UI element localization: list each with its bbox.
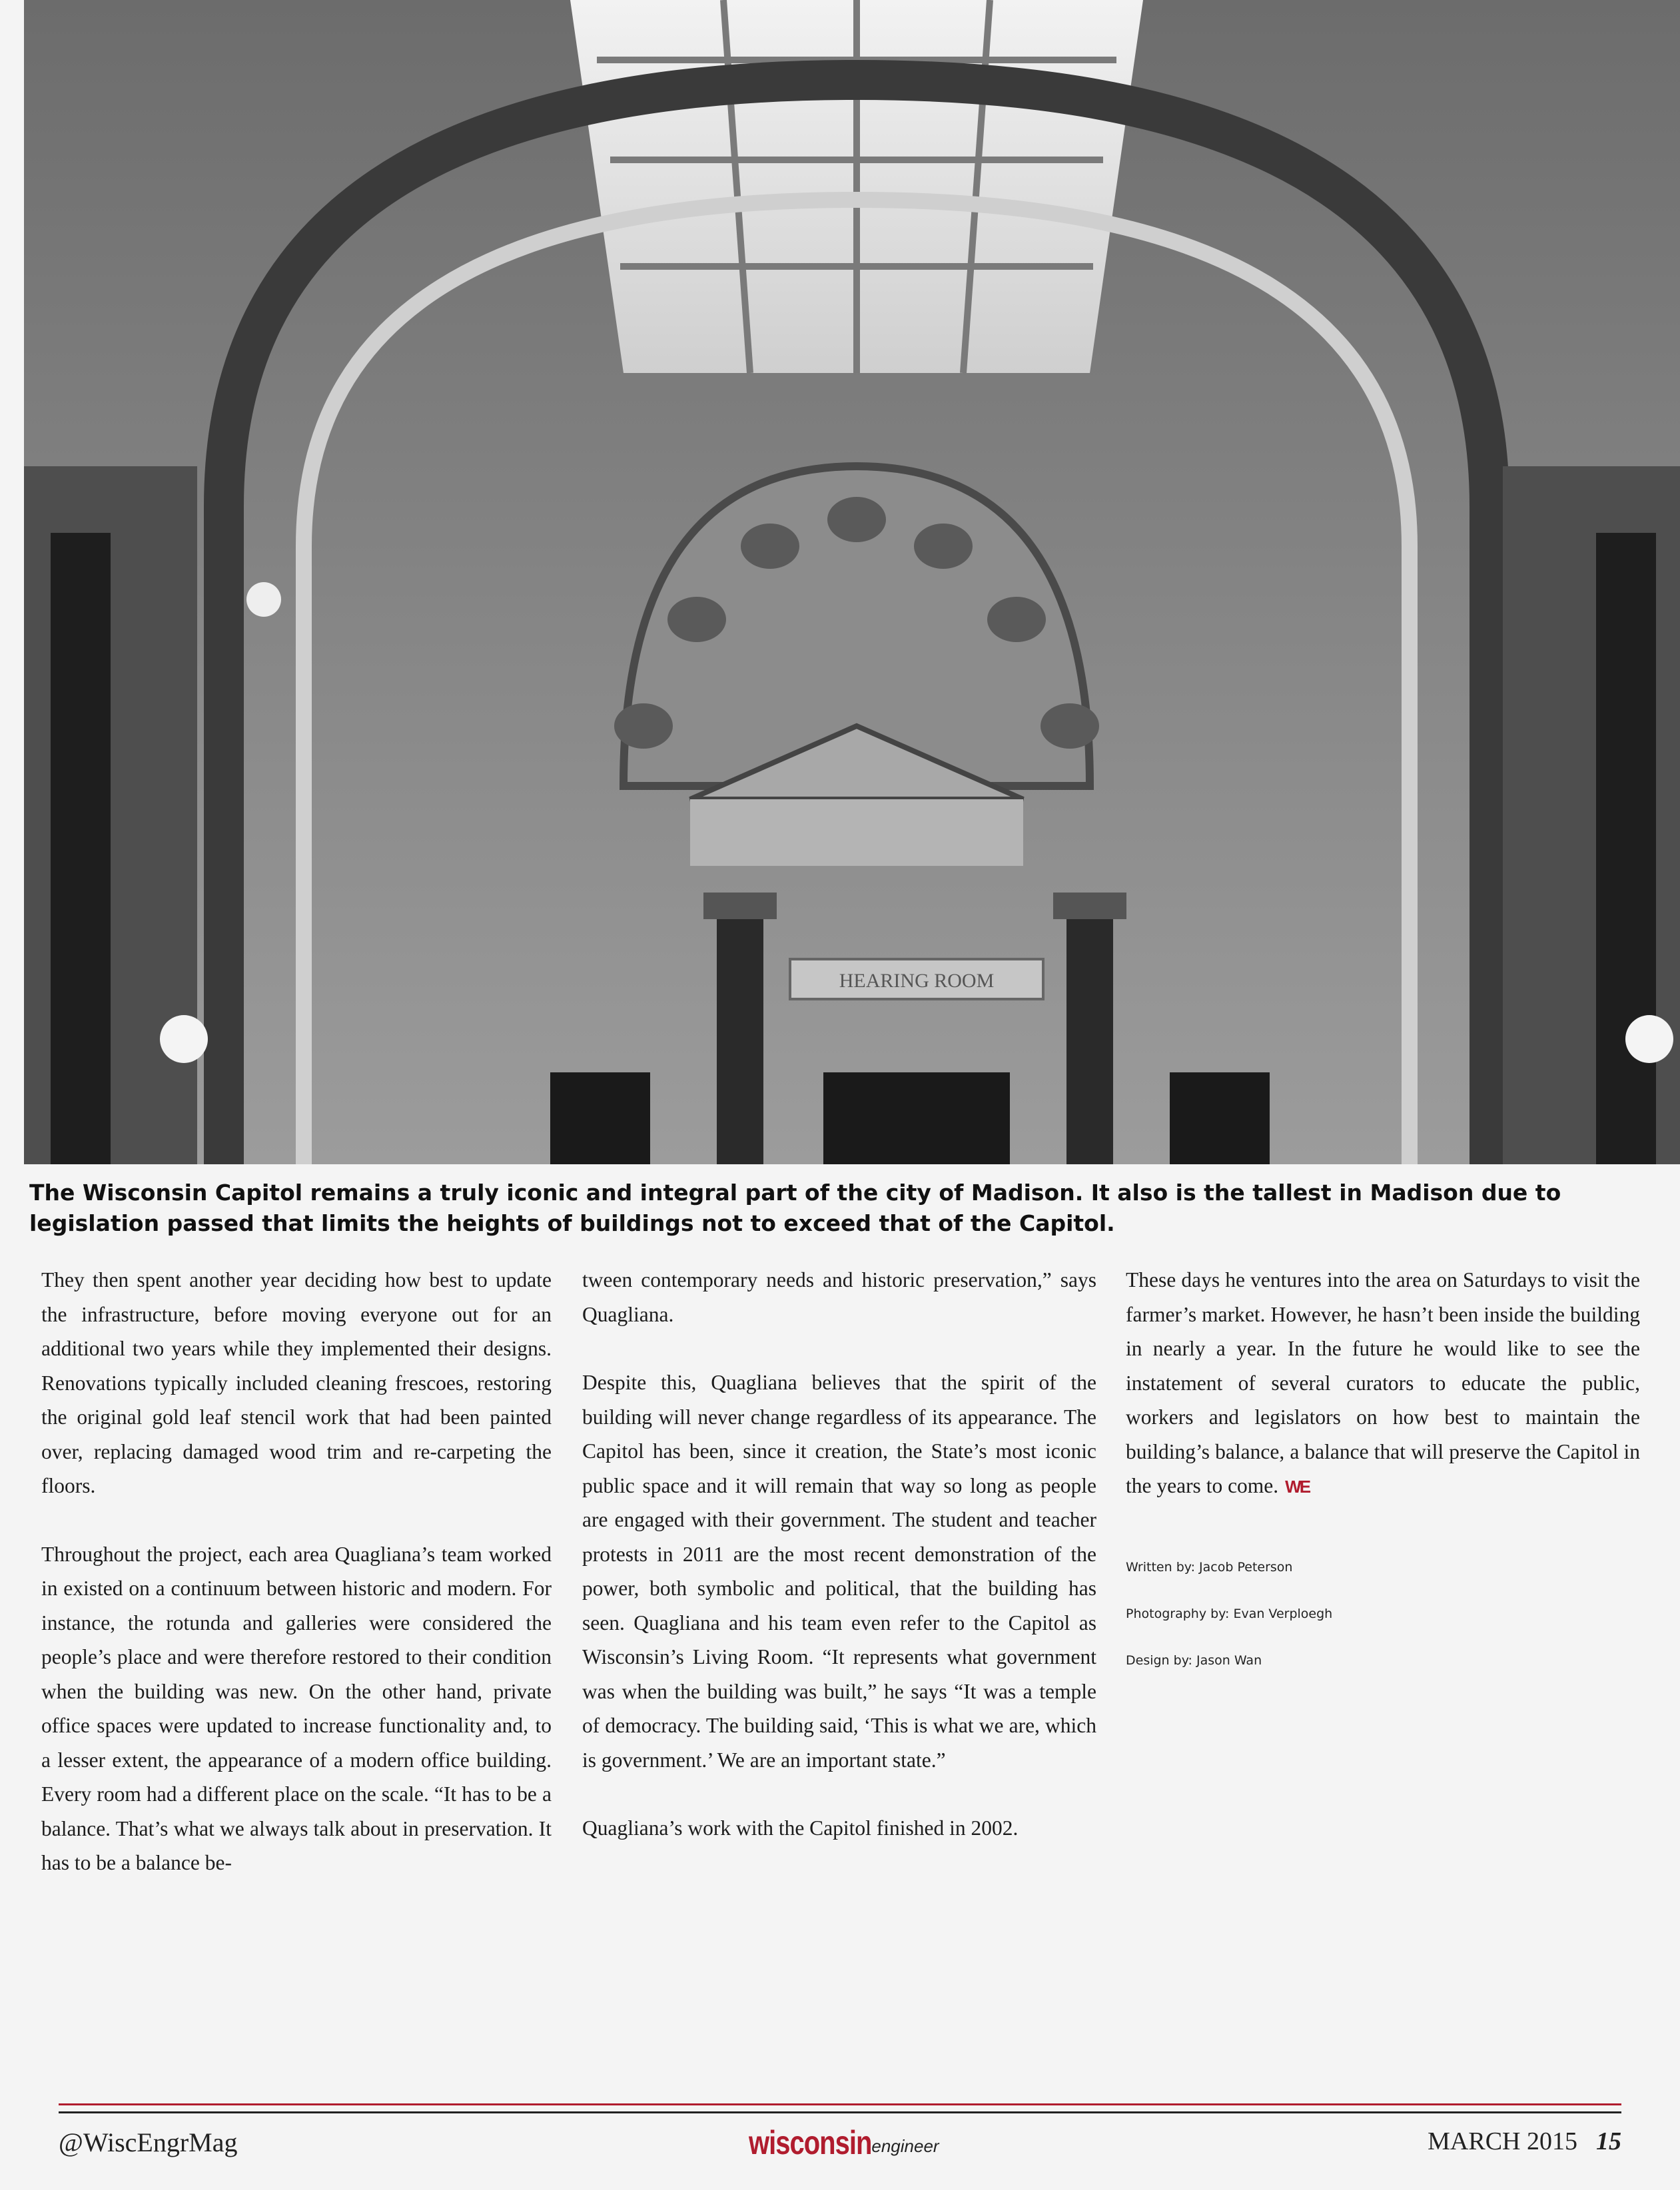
paragraph: Quagliana’s work with the Capitol finished in 2002. [582, 1816, 1019, 1840]
twitter-handle: @WiscEngrMag [59, 2127, 238, 2157]
magazine-logo [749, 2125, 939, 2169]
paragraph: They then spent another year deciding how best to update the infrastructure, before moving everyone out for an additional two years while they implemented their designs. Renovations typically included cleaning frescoes, restoring the original gold leaf stencil work that had been painted over, replacing damaged wood trim and re-carpeting the floors. [41, 1268, 552, 1497]
issue-info [1428, 2127, 1621, 2156]
end-mark-icon: WE [1285, 1477, 1310, 1497]
paragraph [1126, 1263, 1640, 1505]
paragraph: tween contemporary needs and historic preservation,” says Quagliana. [582, 1268, 1096, 1326]
logo-word-engineer: engineer [871, 2136, 939, 2156]
logo-word-wisconsin: wisconsin [749, 2125, 872, 2162]
credits [1126, 1560, 1332, 1700]
page-number: 15 [1596, 2127, 1621, 2155]
credit-designer: Design by: Jason Wan [1126, 1653, 1262, 1668]
paragraph-text: These days he ventures into the area on Saturdays to visit the farmer’s market. However, he hasn’t been inside the building in nearly a year. In the future he would like to see the instatement of several curators to educate the public, workers and legislators on how best to maintain the building’s balance, a balance that will preserve the Capitol in the years to come. [1126, 1268, 1640, 1497]
hearing-room-sign: HEARING ROOM [839, 970, 995, 992]
paragraph: Throughout the project, each area Quagliana’s team worked in existed on a continuum between historic and modern. For instance, the rotunda and galleries were considered the people’s place and were therefore restored to their condition when the building was new. On the other hand, private office spaces were updated to increase functionality and, to a lesser extent, the appearance of a modern office building. Every room had a different place on the scale. “It has to be a balance. That’s what we always talk about in preservation. It has to be a balance be- [41, 1542, 552, 1874]
capitol-photo-drawing [24, 0, 1680, 1164]
credit-writer: Written by: Jacob Peterson [1126, 1560, 1293, 1575]
photo-caption: The Wisconsin Capitol remains a truly iconic and integral part of the city of Madison. It also is the tallest in Madison due to legislation passed that limits the heights of buildings not to exceed that of the Capitol. [29, 1180, 1561, 1236]
capitol-interior-photo [24, 0, 1680, 1164]
article-column-3 [1126, 1263, 1640, 1539]
credit-photographer: Photography by: Evan Verploegh [1126, 1607, 1333, 1621]
paragraph: Despite this, Quagliana believes that the spirit of the building will never change regardless of its appearance. The Capitol has been, since it creation, the State’s most iconic public space and it will remain that way so long as people are engaged with their government. The student and teacher protests in 2011 are the most recent demonstration of the power, both symbolic and political, that the building has seen. Quagliana and his team even refer to the Capitol as Wisconsin’s Living Room. “It represents what government was when the building was built,” he says “It was a temple of democracy. The building said, ‘This is what we are, which is government.’ We are an important state.” [582, 1371, 1096, 1772]
issue-date: MARCH 2015 [1428, 2127, 1577, 2155]
article-column-1 [41, 1263, 552, 1914]
footer-rule-black [59, 2111, 1621, 2113]
article-column-2 [582, 1263, 1096, 1880]
footer-rule-red [59, 2103, 1621, 2105]
